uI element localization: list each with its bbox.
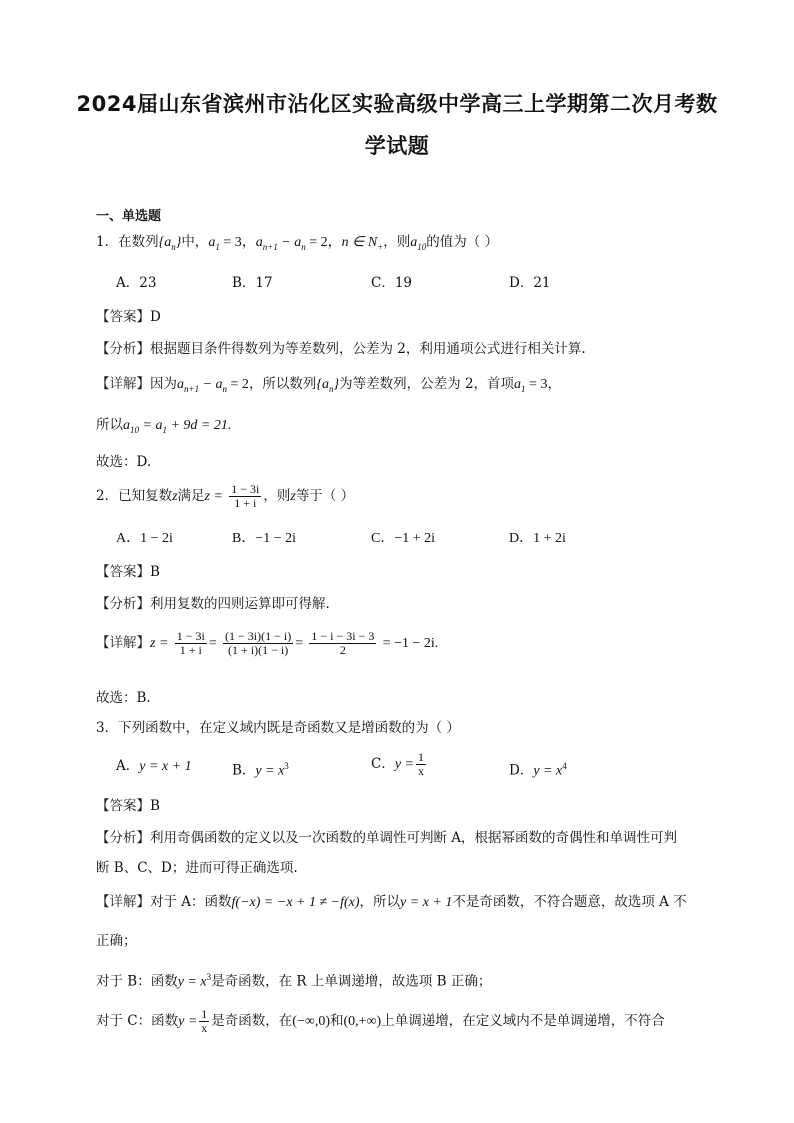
question-2: 2．已知复数z满足z = $\frac{1 - 3i}{1 + i}$ ，则z等于（ ） [96, 482, 355, 510]
option-d: D．1 + 2i [509, 531, 566, 546]
option-c: C．y = $\frac{1}{x}$ [371, 750, 425, 778]
analysis-2: 【分析】利用复数的四则运算即可得解. [96, 596, 330, 612]
option-a: A．1 − 2i [116, 531, 173, 546]
answer-3: 【答案】B [96, 798, 160, 814]
detail-2: 【详解】z = $\frac{1 - 3i}{1 + i}$ = $\frac{(1 - 3i)(1 - i)}{(1 + i)(1 - i)}$ = $\frac{1 - i - 3i - 3}{2}$ = −1 − 2i. [96, 629, 439, 657]
option-b: B．$y = x^3$ [232, 761, 289, 779]
detail-1-line2: 所以$a_{10} = a_1 + 9d = 21$. [96, 417, 232, 435]
answer-2: 【答案】B [96, 564, 160, 580]
fraction: $\frac{1 - 3i}{1 + i}$ [231, 482, 260, 510]
answer-1: 【答案】D [96, 309, 161, 325]
question-3-options [116, 750, 716, 783]
option-a: A．23 [116, 275, 157, 291]
choose-2: 故选：B. [96, 690, 151, 706]
detail-3-line3: 对于 B：函数$y = x^3$是奇函数，在 R 上单调递增，故选项 B 正确； [96, 972, 492, 990]
choose-1: 故选：D. [96, 454, 152, 470]
detail-3-line2: 正确； [96, 933, 137, 949]
section-heading: 一、单选题 [96, 209, 162, 224]
analysis-1: 【分析】根据题目条件得数列为等差数列，公差为 2，利用通项公式进行相关计算. [96, 341, 586, 357]
option-d: D．$y = x^4$ [509, 761, 567, 779]
option-b: B．−1 − 2i [232, 531, 297, 546]
detail-1: 【详解】因为$a_{n+1} - a_n = 2$，所以数列$\{a_n\}$为等差数列，公差为 2，首项$a_1 = 3$， [96, 376, 561, 394]
option-a: A．y = x + 1 [116, 758, 192, 774]
analysis-3-line2: 断 B、C、D；进而可得正确选项. [96, 860, 298, 876]
page-title-line1: 2024届山东省滨州市沾化区实验高级中学高三上学期第二次月考数 [76, 92, 718, 116]
option-c: C．−1 + 2i [371, 531, 436, 546]
option-d: D．21 [509, 275, 551, 291]
page-title-line2: 学试题 [364, 134, 430, 158]
detail-3-line4: 对于 C：函数y = $\frac{1}{x}$ 是奇函数，在(−∞,0)和(0,+∞)上单调递增，在定义域内不是单调递增，不符合 [96, 1007, 665, 1035]
question-3: 3．下列函数中，在定义域内既是奇函数又是增函数的为（ ） [96, 720, 460, 736]
question-1: 1．在数列$\{a_n\}$中，$a_1 = 3$，$a_{n+1} - a_n = 2$，n ∈ $N_+$，则$a_{10}$的值为（ ） [96, 234, 499, 252]
option-c: C．19 [371, 275, 413, 291]
analysis-3: 【分析】利用奇偶函数的定义以及一次函数的单调性可判断 A，根据幂函数的奇偶性和单调性可判 [96, 830, 678, 846]
detail-3: 【详解】对于 A：函数f(−x) = −x + 1 ≠ −f(x)，所以y = x + 1不是奇函数，不符合题意，故选项 A 不 [96, 894, 687, 910]
option-b: B．17 [232, 275, 273, 291]
